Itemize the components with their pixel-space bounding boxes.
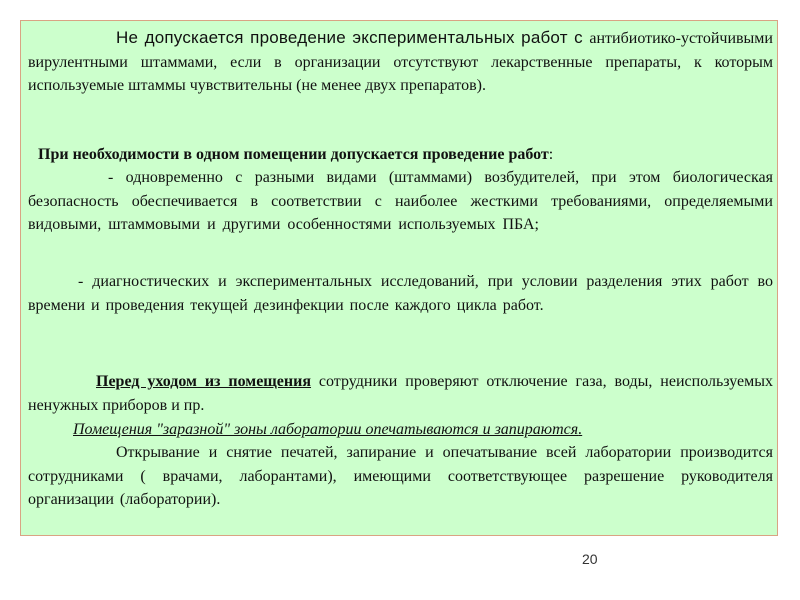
paragraph-text: Открывание и снятие печатей, запирание и опечатывание всей лаборатории производится сотрудниками ( врачами, лаборантами), имеющими соответствующее разрешение руководителя организации (лаборатории). — [28, 444, 773, 508]
paragraph-same-room-heading — [28, 143, 773, 167]
list-item-text: - диагностических и экспериментальных исследований, при условии разделения этих работ во времени и проведения текущей дезинфекции после каждого цикла работ. — [28, 273, 773, 314]
list-item-different-strains — [28, 166, 773, 237]
paragraph-sealed-rooms — [28, 418, 773, 442]
paragraph-text: антибиотико-устойчивыми вирулентными штаммами, если в организации отсутствуют лекарственные препараты, к которым используемые штаммы чувствительны (не менее двух препаратов). — [28, 30, 773, 94]
heading-before-leaving: Перед уходом из помещения — [96, 373, 312, 390]
sealed-rooms-period: . — [578, 421, 583, 438]
paragraph-lead: Не допускается проведение экспериментальных работ с — [116, 28, 590, 47]
paragraph-antibiotic-resistant — [28, 26, 773, 98]
page-number: 20 — [582, 551, 598, 567]
heading-colon: : — [548, 146, 554, 163]
paragraph-before-leaving — [28, 370, 773, 417]
sealed-rooms-note: Помещения "заразной" зоны лаборатории опечатываются и запираются — [73, 421, 579, 438]
paragraph-text: сотрудники проверяют отключение газа, воды, неиспользуемых ненужных приборов и пр. — [28, 373, 774, 414]
list-item-diagnostic — [28, 270, 773, 317]
paragraph-seal-opening — [28, 441, 773, 512]
heading-same-room: При необходимости в одном помещении допускается проведение работ — [38, 146, 549, 163]
list-item-text: - одновременно с разными видами (штаммами) возбудителей, при этом биологическая безопасность обеспечивается в соответствии с наиболее жесткими требованиями, определяемыми видовыми, штаммовыми и другими особенностями используемых ПБА; — [28, 169, 773, 233]
